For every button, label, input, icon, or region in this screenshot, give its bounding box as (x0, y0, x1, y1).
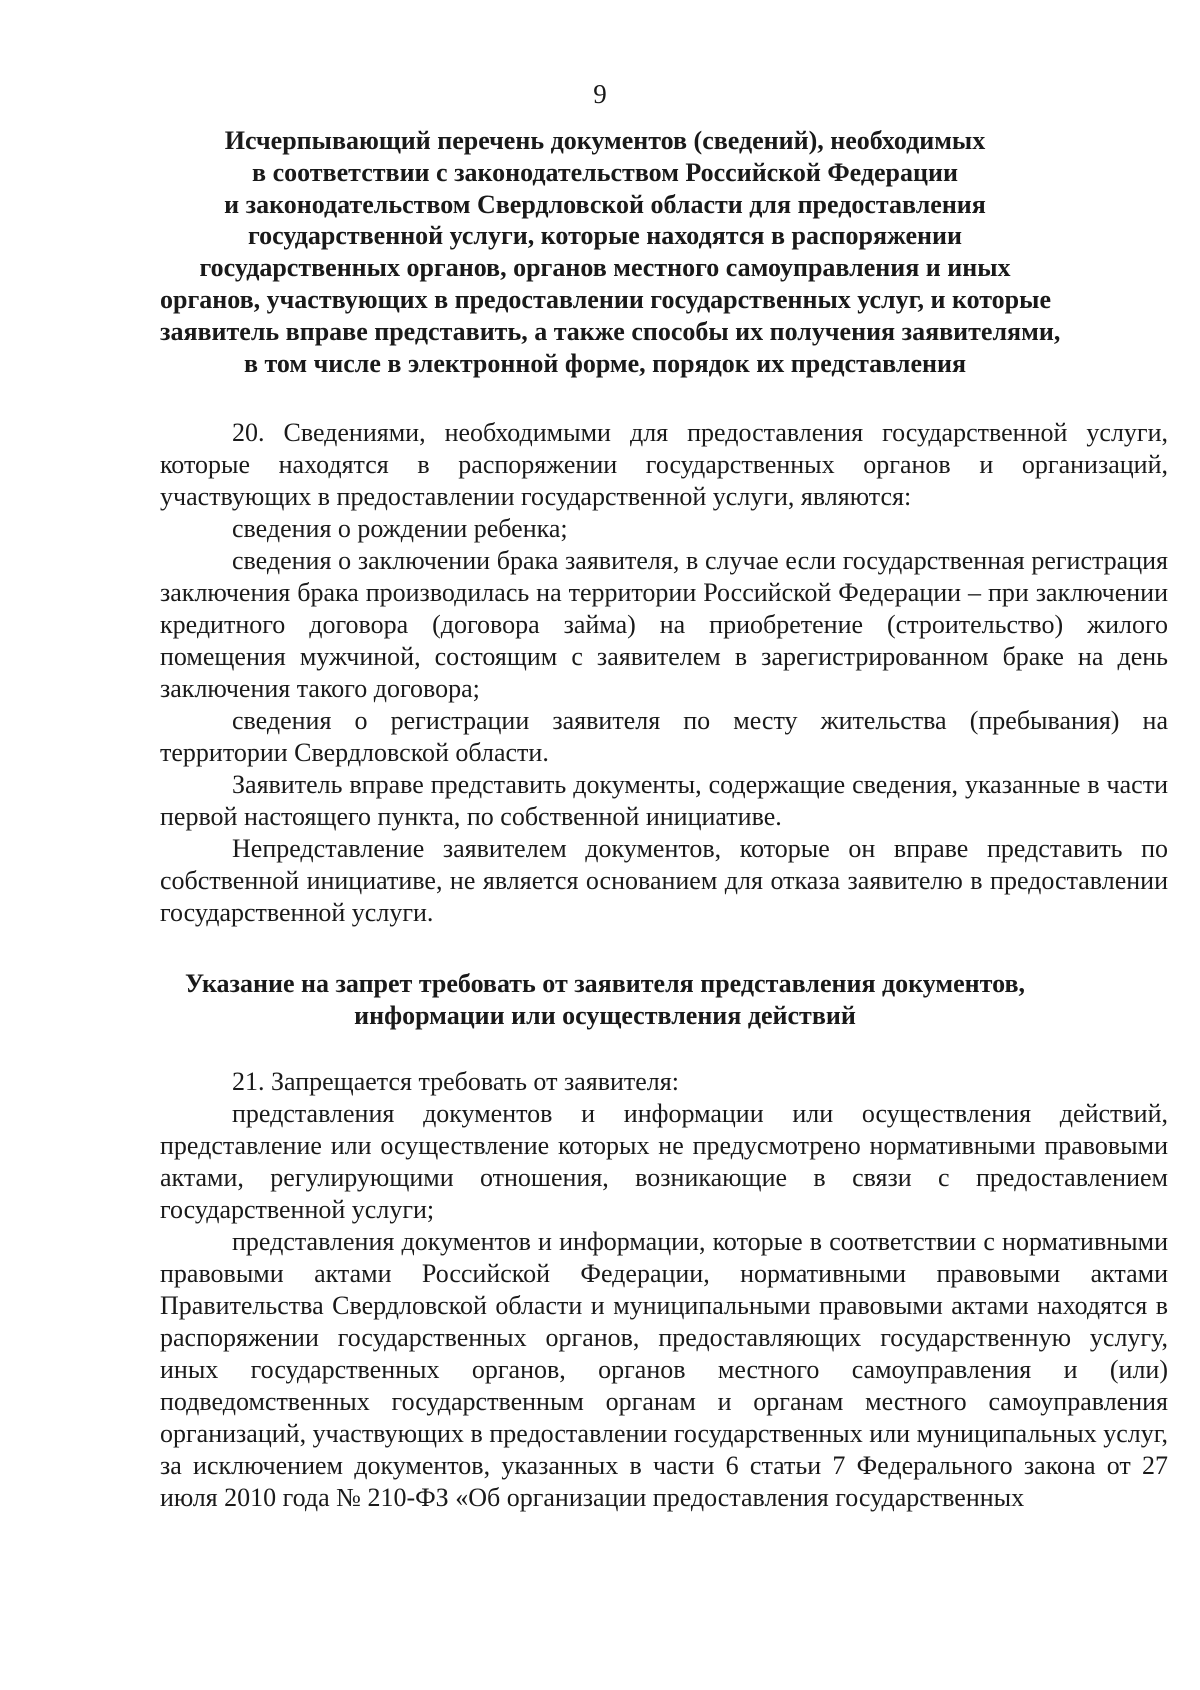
paragraph-item-20: 20. Сведениями, необходимыми для предоставления государственной услуги, которые находятся в распоряжении государственных органов и организаций, участвующих в предоставлении государственной услуги, являются: (160, 418, 1168, 511)
section-heading-prohibition (160, 968, 1050, 1032)
paragraph-prohibition-2: представления документов и информации, которые в соответствии с нормативными правовыми актами Российской Федерации, нормативными правовыми актами Правительства Свердловской области и муниципальными правовыми актами находятся в распоряжении государственных органов, предоставляющих государственную услугу, иных государственных органов, органов местного самоуправления и (или) подведомственных государственным органам и органам местного самоуправления организаций, участвующих в предоставлении государственных или муниципальных услуг, за исключением документов, указанных в части 6 статьи 7 Федерального закона от 27 июля 2010 года № 210-ФЗ «Об организации предоставления государственных (160, 1227, 1168, 1512)
paragraph-registration-info: сведения о регистрации заявителя по месту жительства (пребывания) на территории Свердловской области. (160, 706, 1168, 767)
heading-line: органов, участвующих в предоставлении государственных услуг, и которые (160, 284, 1051, 314)
paragraph-own-initiative: Заявитель вправе представить документы, содержащие сведения, указанные в части первой настоящего пункта, по собственной инициативе. (160, 770, 1168, 831)
heading-line: Исчерпывающий перечень документов (сведений), необходимых (224, 126, 986, 155)
heading-line: в соответствии с законодательством Российской Федерации (252, 157, 958, 187)
section-body-required-documents (160, 417, 1168, 929)
paragraph-prohibition-1: представления документов и информации или осуществления действий, представление или осуществление которых не предусмотрено нормативными правовыми актами, регулирующими отношения, возникающие в связи с предоставлением государственной услуги; (160, 1099, 1168, 1224)
paragraph-non-submission: Непредставление заявителем документов, которые он вправе представить по собственной инициативе, не является основанием для отказа заявителю в предоставлении государственной услуги. (160, 834, 1168, 927)
paragraph-item-21: 21. Запрещается требовать от заявителя: (232, 1067, 679, 1096)
heading-line: государственной услуги, которые находятся в распоряжении (248, 221, 962, 251)
heading-line: Указание на запрет требовать от заявителя представления документов, (185, 969, 1025, 998)
section-body-prohibition (160, 1066, 1168, 1514)
paragraph-birth-info: сведения о рождении ребенка; (232, 514, 568, 543)
heading-line: заявитель вправе представить, а также способы их получения заявителями, (160, 316, 1061, 346)
heading-line: в том числе в электронной форме, порядок их представления (243, 348, 967, 378)
heading-line: государственных органов, органов местного самоуправления и иных (199, 253, 1011, 283)
page-number: 9 (593, 79, 607, 109)
paragraph-marriage-info: сведения о заключении брака заявителя, в случае если государственная регистрация заключения брака производилась на территории Российской Федерации – при заключении кредитного договора (договора займа) на приобретение (строительство) жилого помещения мужчиной, состоящим с заявителем в зарегистрированном браке на день заключения такого договора; (160, 546, 1168, 703)
heading-line: информации или осуществления действий (354, 1000, 856, 1030)
heading-line: и законодательством Свердловской области для предоставления (224, 189, 986, 219)
section-heading-required-documents (160, 125, 1061, 379)
